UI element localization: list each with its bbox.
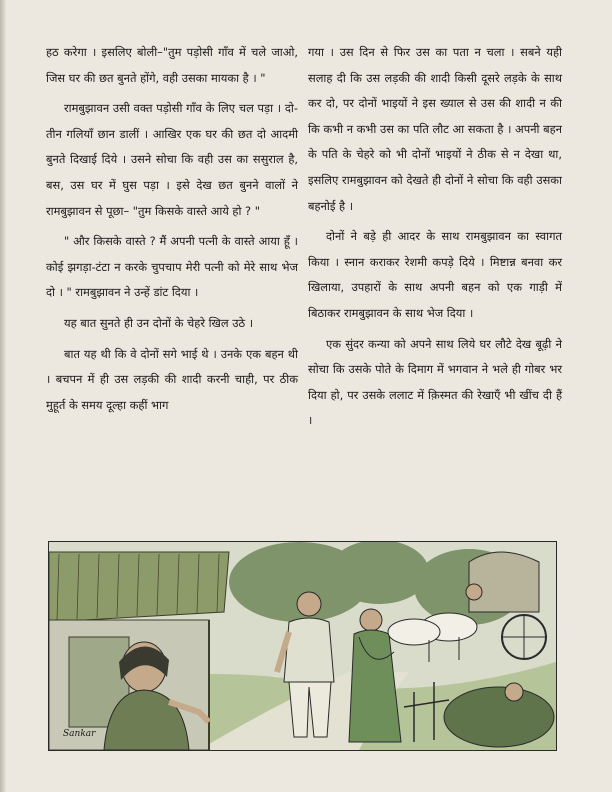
village-scene-illustration: [49, 542, 556, 750]
paragraph: " और किसके वास्ते ? मैं अपनी पत्नी के वास्ते आया हूँ । कोई झगड़ा-टंटा न करके चुपचाप मेरी पत्नी को मेरे साथ भेज दो । " रामबुझावन ने उन्हें डांट दिया ।: [46, 234, 298, 300]
paragraph: गया । उस दिन से फिर उस का पता न चला । सबने यही सलाह दी कि उस लड़की की शादी किसी दूसरे लड़के के साथ कर दो, पर दोनों भाइयों ने इस ख्याल से उस की शादी न की कि कभी न कभी उस का पति लौट आ सकता है । अपनी बहन के पति के चेहरे को भी दोनों भाइयों ने ठीक से न देखा था, इसलिए रामबुझावन को देखते ही दोनों ने सोचा कि वही उसका बहनोई है ।: [308, 45, 562, 213]
right-text-column: [308, 40, 562, 439]
paragraph: हठ करेगा । इसलिए बोली–"तुम पड़ोसी गाँव में चले जाओ, जिस घर की छत बुनते होंगे, वही उसका मायका है । ": [46, 45, 298, 85]
paragraph: दोनों ने बड़े ही आदर के साथ रामबुझावन का स्वागत किया । स्नान कराकर रेशमी कपड़े दिये । मिष्टान्न बनवा कर खिलाया, उपहारों के साथ अपनी बहन को एक गाड़ी में बिठाकर रामबुझावन के साथ भेज दिया ।: [308, 229, 562, 320]
story-illustration: [48, 541, 557, 751]
page-spine-shadow: [0, 0, 6, 792]
paragraph: यह बात सुनते ही उन दोनों के चेहरे खिल उठे ।: [64, 315, 254, 330]
artist-signature: Sankar: [63, 729, 96, 739]
paragraph: एक सुंदर कन्या को अपने साथ लिये घर लौटे देख बूढ़ी ने सोचा कि उसके पोते के दिमाग में भगवान ने भले ही गोबर भर दिया हो, पर उसके ललाट में क़िस्मत की रेखाएँ भी खींच दी हैं ।: [308, 336, 562, 428]
left-text-column: [46, 40, 298, 423]
paragraph: रामबुझावन उसी वक्त पड़ोसी गाँव के लिए चल पड़ा । दो-तीन गलियाँ छान डालीं । आखिर एक घर की छत दो आदमी बुनते दिखाई दिये । उसने सोचा कि वही उस का ससुराल है, बस, उस घर में घुस पड़ा । इसे देख छत बुनने वालों ने रामबुझावन से पूछा– "तुम किसके वास्ते आये हो ? ": [46, 101, 298, 218]
paragraph: बात यह थी कि वे दोनों सगे भाई थे । उनके एक बहन थी । बचपन में ही उस लड़की की शादी करनी चाही, पर ठीक मुहूर्त के समय दूल्हा कहीं भाग: [46, 346, 298, 412]
